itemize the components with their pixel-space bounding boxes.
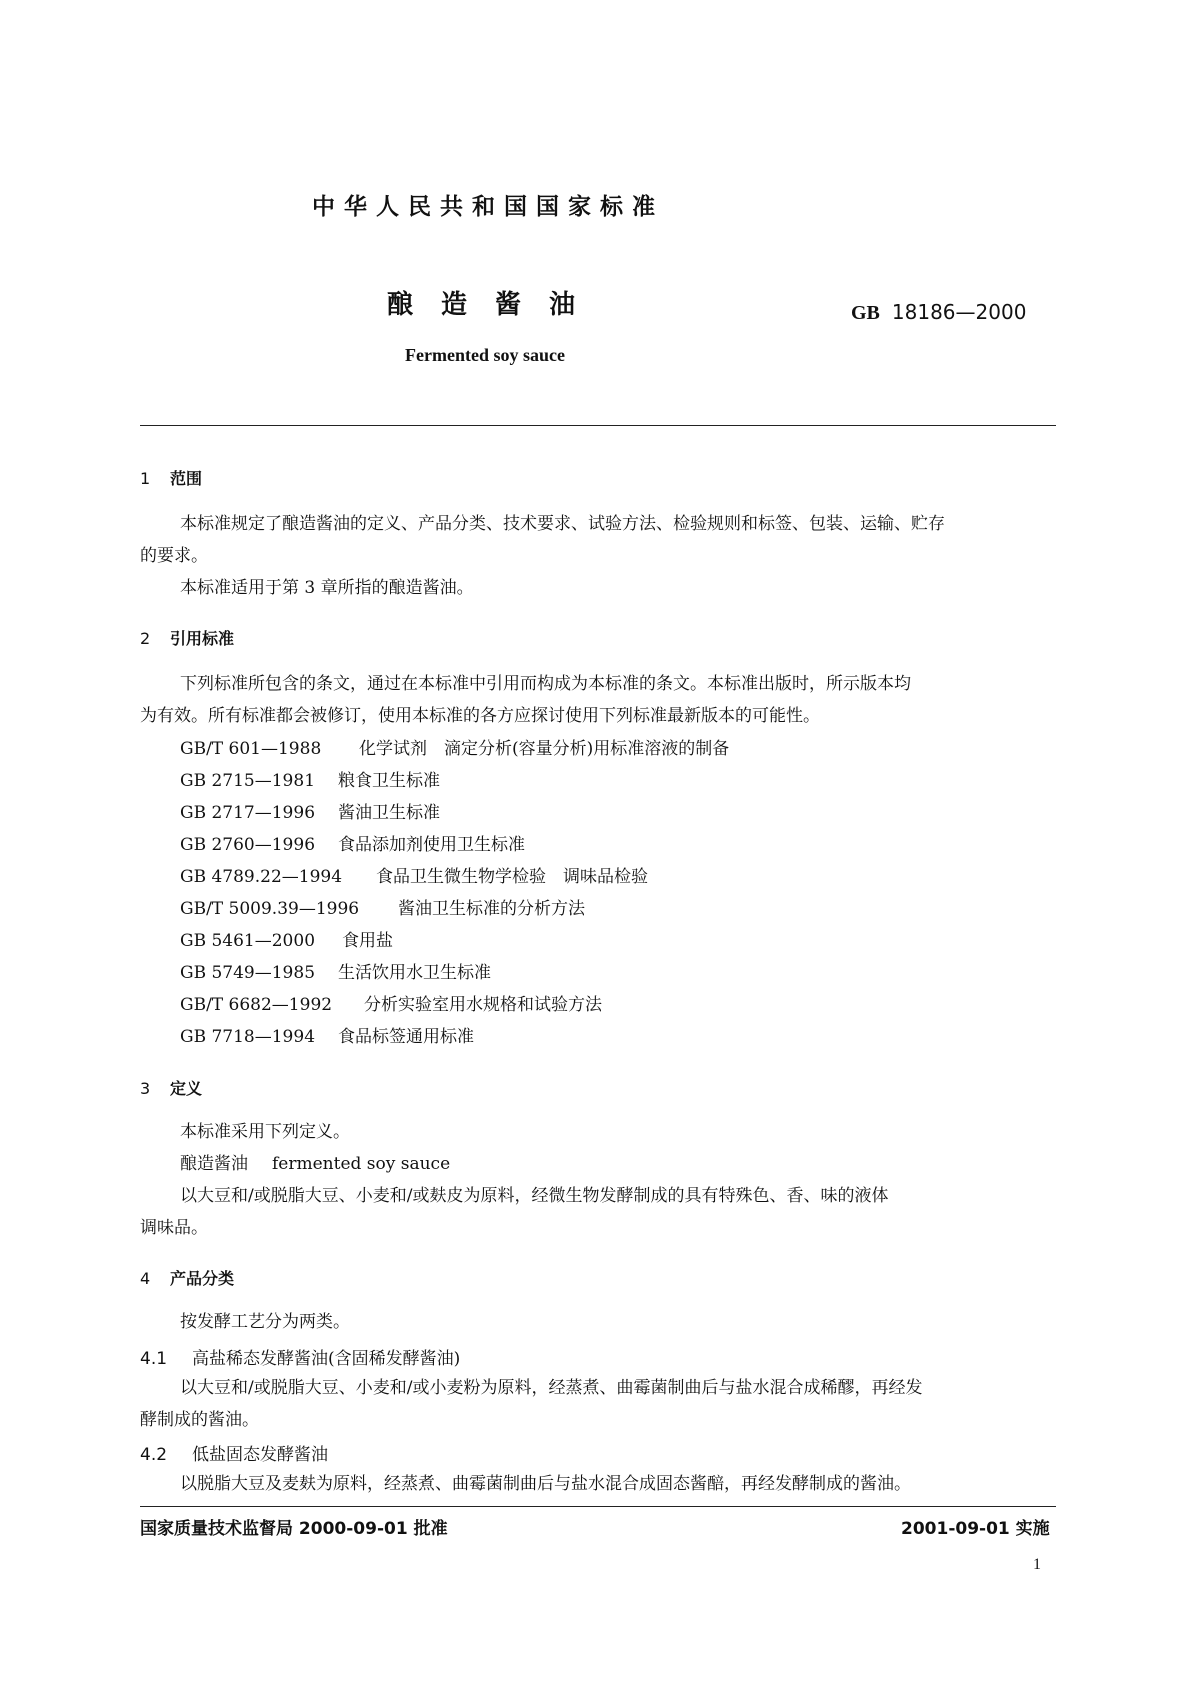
reference-item bbox=[180, 798, 440, 823]
footer-divider bbox=[140, 1506, 1056, 1507]
section-number: 1 bbox=[140, 469, 151, 488]
section-number: 2 bbox=[140, 629, 151, 648]
subsection-title: 高盐稀态发酵酱油(含固稀发酵酱油) bbox=[192, 1349, 461, 1369]
paragraph: 按发酵工艺分为两类。 bbox=[180, 1312, 350, 1332]
paragraph: 以大豆和/或脱脂大豆、小麦和/或小麦粉为原料，经蒸煮、曲霉菌制曲后与盐水混合成稀醪，再经发 bbox=[180, 1378, 923, 1398]
subsection-number: 4.2 bbox=[140, 1445, 168, 1465]
section-title: 产品分类 bbox=[170, 1269, 235, 1288]
reference-name: 食品添加剂使用卫生标准 bbox=[338, 835, 525, 855]
reference-name: 酱油卫生标准的分析方法 bbox=[398, 899, 585, 919]
subsection-title: 低盐固态发酵酱油 bbox=[192, 1445, 328, 1465]
reference-item bbox=[180, 766, 440, 791]
subsection-number: 4.1 bbox=[140, 1349, 168, 1369]
reference-name: 食品标签通用标准 bbox=[338, 1027, 474, 1047]
reference-name: 化学试剂 滴定分析(容量分析)用标准溶液的制备 bbox=[359, 739, 730, 759]
term-cn: 酿造酱油 bbox=[180, 1154, 248, 1174]
reference-name: 分析实验室用水规格和试验方法 bbox=[364, 995, 602, 1015]
reference-item bbox=[180, 862, 648, 887]
approval-line: 国家质量技术监督局 2000-09-01 批准 bbox=[140, 1519, 448, 1539]
reference-item bbox=[180, 926, 393, 951]
section-heading-2 bbox=[140, 626, 234, 649]
paragraph: 下列标准所包含的条文，通过在本标准中引用而构成为本标准的条文。本标准出版时，所示版本均 bbox=[180, 674, 911, 694]
reference-code: GB 2715—1981 bbox=[180, 771, 316, 791]
paragraph: 为有效。所有标准都会被修订，使用本标准的各方应探讨使用下列标准最新版本的可能性。 bbox=[140, 706, 820, 726]
reference-name: 生活饮用水卫生标准 bbox=[338, 963, 491, 983]
reference-item bbox=[180, 990, 602, 1015]
reference-name: 酱油卫生标准 bbox=[338, 803, 440, 823]
reference-code: GB/T 5009.39—1996 bbox=[180, 899, 360, 919]
reference-code: GB 2760—1996 bbox=[180, 835, 316, 855]
reference-name: 粮食卫生标准 bbox=[338, 771, 440, 791]
section-title: 引用标准 bbox=[170, 629, 235, 648]
section-title: 范围 bbox=[170, 469, 203, 488]
page-number: 1 bbox=[1033, 1556, 1041, 1573]
reference-name: 食用盐 bbox=[342, 931, 393, 951]
subsection-heading-4-1 bbox=[140, 1344, 460, 1369]
definition: 以大豆和/或脱脂大豆、小麦和/或麸皮为原料，经微生物发酵制成的具有特殊色、香、味的液体 bbox=[180, 1186, 889, 1206]
standard-prefix: GB bbox=[851, 302, 880, 324]
paragraph: 本标准规定了酿造酱油的定义、产品分类、技术要求、试验方法、检验规则和标签、包装、运输、贮存 bbox=[180, 514, 945, 534]
reference-item bbox=[180, 958, 491, 983]
reference-code: GB/T 601—1988 bbox=[180, 739, 322, 759]
section-title: 定义 bbox=[170, 1079, 203, 1098]
paragraph: 酵制成的酱油。 bbox=[140, 1410, 259, 1430]
definition: 调味品。 bbox=[140, 1218, 208, 1238]
term-line bbox=[180, 1148, 450, 1180]
english-title: Fermented soy sauce bbox=[405, 345, 565, 365]
standard-number bbox=[851, 300, 1026, 325]
reference-code: GB 5749—1985 bbox=[180, 963, 316, 983]
paragraph: 本标准采用下列定义。 bbox=[180, 1122, 350, 1142]
reference-item bbox=[180, 734, 729, 759]
country-standard-heading: 中华人民共和国国家标准 bbox=[312, 194, 664, 220]
effective-date: 2001-09-01 实施 bbox=[901, 1519, 1050, 1539]
reference-code: GB 5461—2000 bbox=[180, 931, 316, 951]
reference-code: GB 7718—1994 bbox=[180, 1027, 316, 1047]
standard-code: 18186—2000 bbox=[891, 300, 1027, 324]
section-heading-3 bbox=[140, 1076, 202, 1099]
paragraph: 本标准适用于第 3 章所指的酿造酱油。 bbox=[180, 578, 474, 598]
reference-code: GB/T 6682—1992 bbox=[180, 995, 333, 1015]
reference-code: GB 2717—1996 bbox=[180, 803, 316, 823]
header-divider bbox=[140, 425, 1056, 426]
document-title: 酿造酱油 bbox=[387, 290, 604, 320]
reference-name: 食品卫生微生物学检验 调味品检验 bbox=[376, 867, 648, 887]
section-number: 4 bbox=[140, 1269, 151, 1288]
term-en: fermented soy sauce bbox=[272, 1154, 451, 1174]
section-heading-1 bbox=[140, 466, 202, 489]
reference-item bbox=[180, 830, 525, 855]
subsection-heading-4-2 bbox=[140, 1440, 328, 1465]
section-number: 3 bbox=[140, 1079, 151, 1098]
reference-item bbox=[180, 894, 585, 919]
paragraph: 以脱脂大豆及麦麸为原料，经蒸煮、曲霉菌制曲后与盐水混合成固态酱醅，再经发酵制成的酱油。 bbox=[180, 1474, 911, 1494]
reference-item bbox=[180, 1022, 474, 1047]
paragraph: 的要求。 bbox=[140, 546, 208, 566]
reference-code: GB 4789.22—1994 bbox=[180, 867, 343, 887]
section-heading-4 bbox=[140, 1266, 234, 1289]
